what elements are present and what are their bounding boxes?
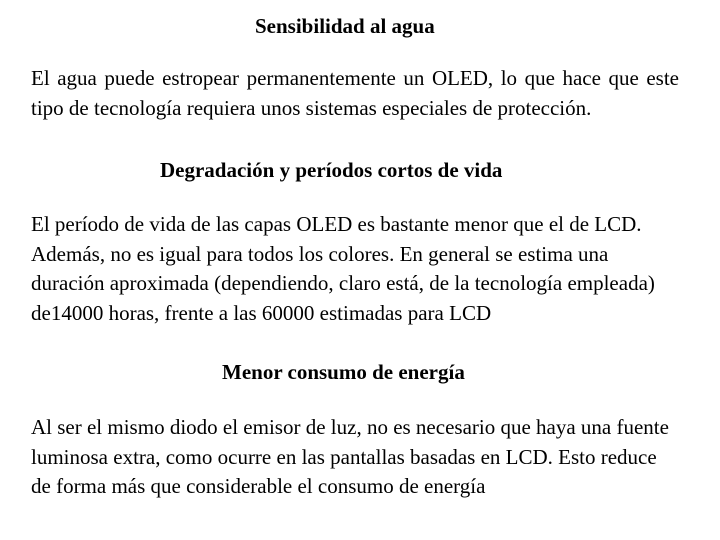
section-heading-degradation: Degradación y períodos cortos de vida [160, 158, 503, 182]
section-heading-water-sensitivity: Sensibilidad al agua [255, 14, 435, 38]
section-heading-energy-consumption: Menor consumo de energía [222, 360, 465, 384]
section-body-degradation: El período de vida de las capas OLED es bastante menor que el de LCD. Además, no es igual para todos los colores. En general se estima una duración aproximada (dependiendo, claro está, de la tecnología empleada) de14000 horas, frente a las 60000 estimadas para LCD [31, 212, 655, 325]
section-body-water-sensitivity: El agua puede estropear permanentemente un OLED, lo que hace que este tipo de tecnología requiera unos sistemas especiales de protección. [31, 66, 679, 120]
section-body-energy-consumption: Al ser el mismo diodo el emisor de luz, no es necesario que haya una fuente luminosa extra, como ocurre en las pantallas basadas en LCD. Esto reduce de forma más que considerable el consumo de energía [31, 415, 669, 498]
